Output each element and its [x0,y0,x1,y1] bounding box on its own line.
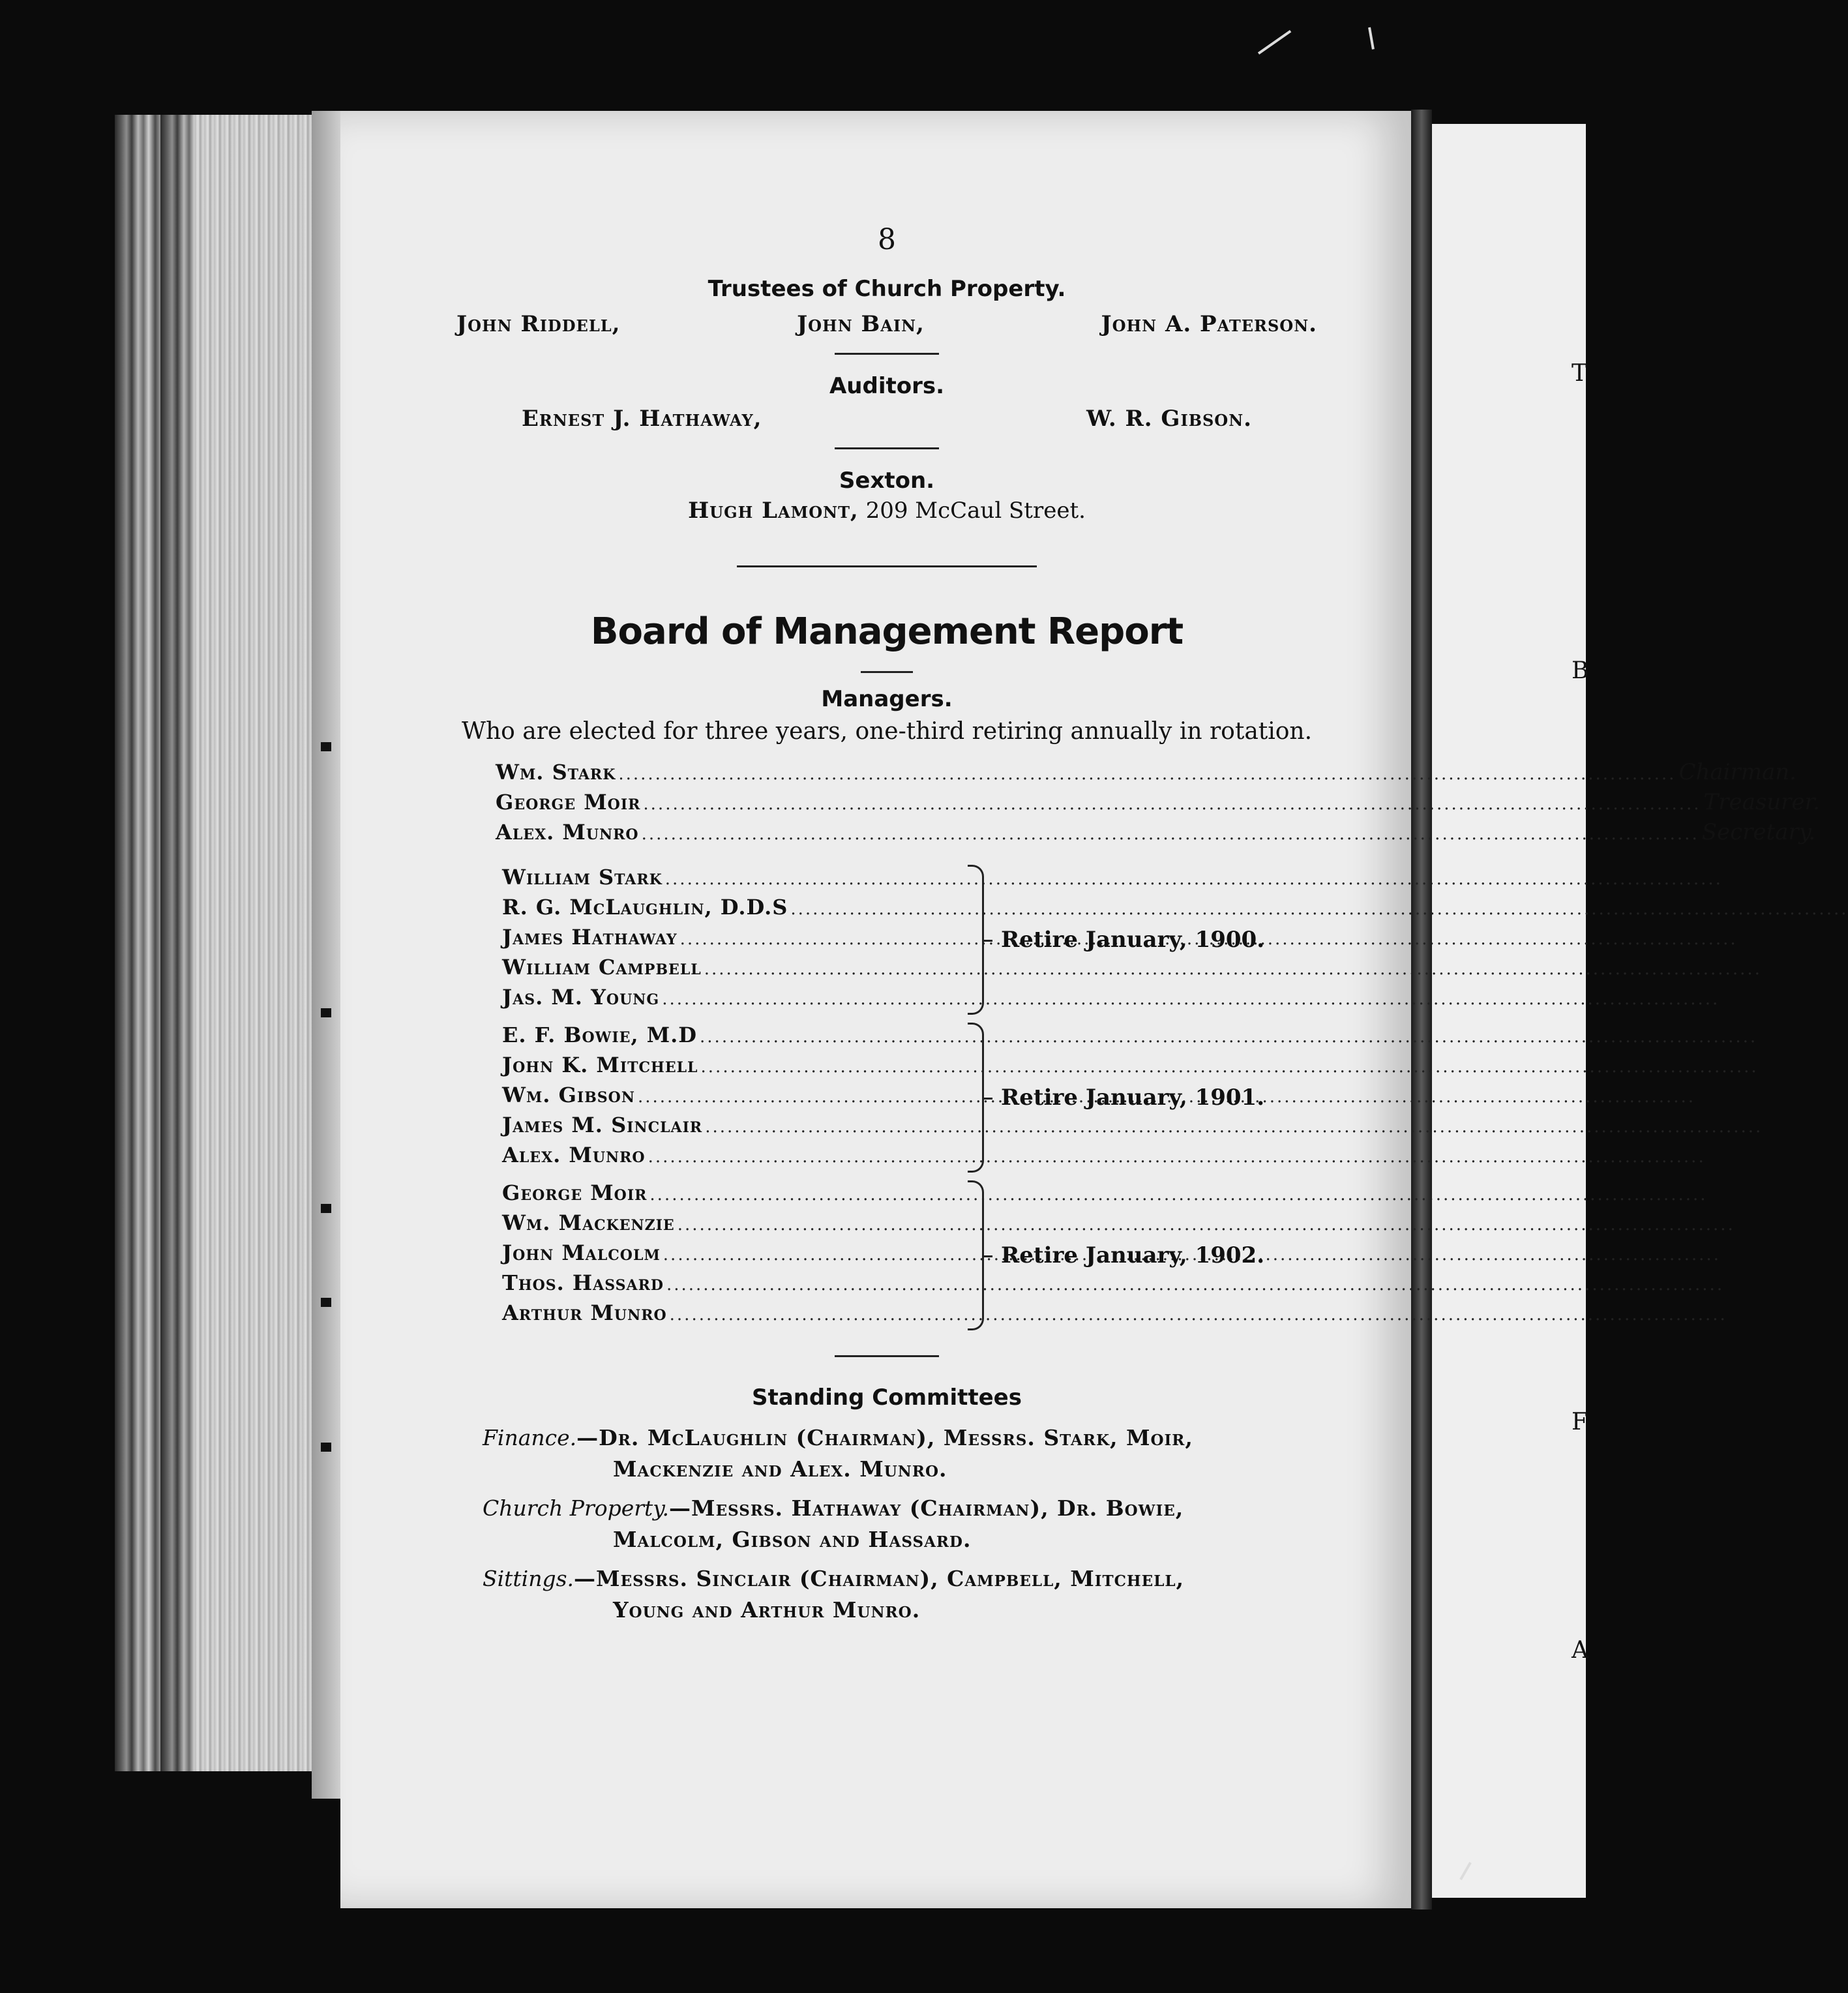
member-row [502,985,965,1015]
committee-name: Church Property. [483,1495,670,1521]
committee-members: —Messrs. Hathaway (Chairman), Dr. Bowie, [669,1495,1184,1521]
leader-dots [670,1305,1727,1325]
auditors-names [456,406,1317,432]
leader-dots [649,1185,1707,1205]
member-name: John K. Mitchell [502,1053,698,1077]
officer-row [496,789,1820,819]
committee-entry [483,1493,1317,1555]
committee-name: Sittings. [483,1566,574,1591]
auditor-name: Ernest J. Hathaway, [522,406,762,432]
member-row [502,1113,965,1143]
trustee-name: John A. Paterson. [1101,311,1317,337]
member-row [502,1240,965,1270]
member-name: Wm. Mackenzie [502,1210,675,1235]
member-name: Wm. Gibson [502,1083,635,1107]
page-content [456,209,1820,1634]
member-name: John Malcolm [502,1240,661,1265]
member-row [502,1083,965,1113]
leader-dots [704,959,1762,979]
leader-dots [665,869,1723,889]
member-name: William Campbell [502,955,702,980]
page-tab-mark [321,1204,331,1213]
member-name: William Stark [502,865,663,890]
trustees-heading: Trustees of Church Property. [708,276,1066,302]
trustee-name: John Bain, [797,311,925,337]
committee-entry [483,1563,1317,1626]
leader-dots [642,824,1699,844]
officer-title: Secretary. [1701,819,1816,845]
leader-dots [662,989,1720,1009]
member-name: Arthur Munro [502,1300,667,1325]
book-gutter [1411,110,1432,1910]
committee-members-cont: Young and Arthur Munro. [613,1597,921,1623]
retirement-groups [456,865,1317,1330]
sexton-line [456,498,1317,524]
group-brace [968,1023,984,1173]
right-page [1432,124,1589,1898]
group-label: Retire January, 1901. [1001,1085,1265,1111]
member-row [502,1053,965,1083]
member-name: Alex. Munro [502,1143,646,1167]
member-name: R. G. McLaughlin, D.D.S [502,895,788,920]
group-label: Retire January, 1902. [1001,1242,1265,1268]
member-row [502,955,965,985]
leader-dots [648,1147,1706,1167]
member-row [502,865,965,895]
leader-dots [678,1215,1735,1235]
divider [835,447,939,449]
officer-row [496,759,1796,789]
report-title: Board of Management Report [590,610,1184,653]
film-scratch [1258,30,1291,55]
auditors-heading: Auditors. [829,373,945,399]
leader-dots [790,899,1848,919]
retire-group-1901 [502,1023,1317,1173]
auditor-name: W. R. Gibson. [1086,406,1252,432]
retire-group-1902 [502,1180,1317,1330]
page-tab-mark [321,1298,331,1307]
double-divider [737,565,1037,567]
leader-dots [705,1117,1763,1137]
trustees-names [456,311,1317,337]
member-row [502,925,965,955]
member-name: E. F. Bowie, M.D [502,1023,698,1047]
film-scratch [1368,27,1375,50]
right-page-letter: A [1572,1637,1588,1664]
right-page-letter: B [1572,657,1589,684]
committee-members: —Messrs. Sinclair (Chairman), Campbell, Mitchell, [574,1566,1185,1591]
leader-dots [701,1057,1759,1077]
group-members [502,865,965,1015]
group-members [502,1023,965,1173]
member-row [502,1180,965,1210]
page-tab-mark [321,742,331,751]
member-row [502,1023,965,1053]
group-members [502,1180,965,1330]
divider [835,353,939,355]
officer-name: Wm. Stark [496,760,616,785]
sexton-address: 209 McCaul Street. [865,498,1086,524]
trustee-name: John Riddell, [456,311,621,337]
officer-title: Chairman. [1678,759,1796,785]
committee-members-cont: Mackenzie and Alex. Munro. [613,1456,947,1482]
sexton-name: Hugh Lamont, [688,498,859,524]
group-label: Retire January, 1900. [1001,927,1265,953]
page-tab-mark [321,1443,331,1452]
member-row [502,895,965,925]
member-row [502,1270,965,1300]
committee-entry [483,1422,1317,1485]
committee-members-cont: Malcolm, Gibson and Hassard. [613,1527,972,1552]
divider [835,1355,939,1357]
member-row [502,1143,965,1173]
member-name: James Hathaway [502,925,678,950]
page-edges [196,115,313,1771]
leader-dots [643,794,1701,814]
retire-group-1900 [502,865,1317,1015]
member-row [502,1210,965,1240]
member-name: Jas. M. Young [502,985,660,1010]
officer-row [496,819,1816,849]
officer-title: Treasurer. [1703,789,1820,815]
member-name: James M. Sinclair [502,1113,703,1137]
officers-list [456,759,1820,849]
officer-name: Alex. Munro [496,820,639,845]
committees-list [456,1422,1317,1626]
divider [861,671,913,673]
page-tab-mark [321,1008,331,1017]
officer-name: George Moir [496,790,641,815]
sexton-heading: Sexton. [839,468,935,494]
managers-intro: Who are elected for three years, one-third retiring annually in rotation. [461,718,1313,745]
leader-dots [618,764,1676,784]
leader-dots [700,1027,1757,1047]
managers-heading: Managers. [821,686,953,712]
committee-members: —Dr. McLaughlin (Chairman), Messrs. Stark, Moir, [576,1425,1193,1450]
member-row [502,1300,965,1330]
leader-dots [666,1275,1724,1295]
group-brace [968,865,984,1015]
right-page-letter: T [1572,360,1588,387]
standing-committees-heading: Standing Committees [752,1385,1022,1411]
page-number: 8 [878,223,896,256]
right-page-letter: F [1572,1409,1588,1435]
member-name: Thos. Hassard [502,1270,664,1295]
committee-name: Finance. [483,1425,577,1450]
member-name: George Moir [502,1180,648,1205]
group-brace [968,1180,984,1330]
